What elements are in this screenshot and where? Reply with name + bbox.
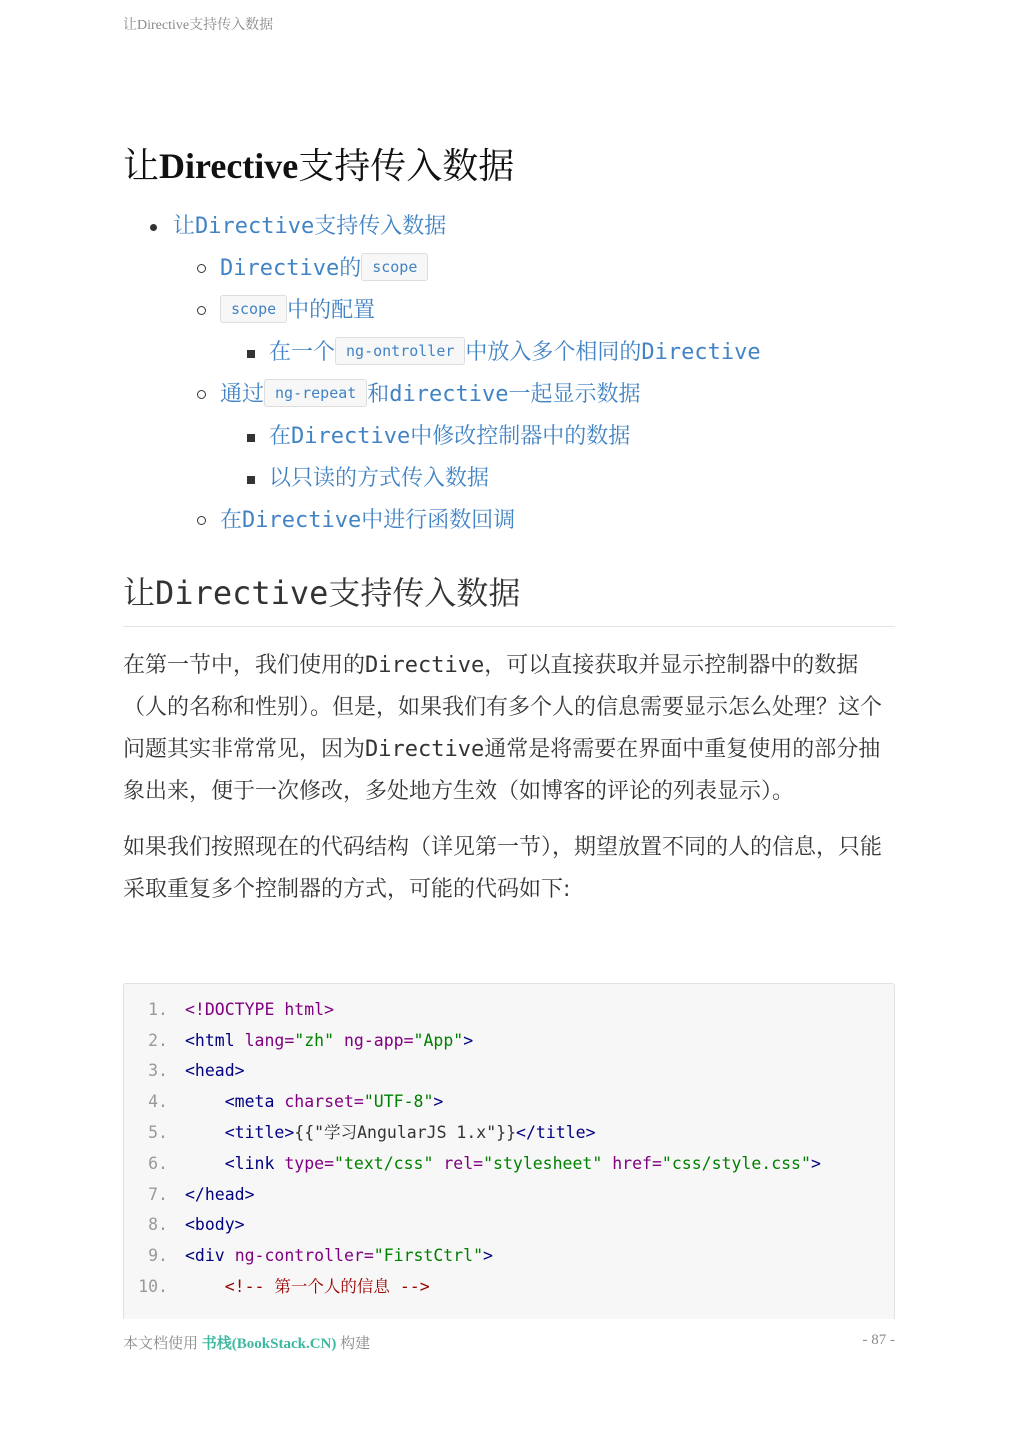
table-of-contents	[123, 206, 895, 542]
code-line	[124, 995, 334, 1025]
title-bold: Directive	[159, 146, 299, 186]
toc-link-callback[interactable]	[123, 500, 895, 542]
code-token: "App"	[413, 1031, 464, 1050]
line-number: 2.	[148, 1031, 168, 1050]
code-token: ng-controller	[234, 1246, 364, 1265]
toc-link-text[interactable]: 让Directive支持传入数据	[173, 214, 447, 239]
document-title	[123, 140, 895, 192]
toc-link-text[interactable]: 通过	[220, 382, 265, 407]
toc-link-text[interactable]: 在一个	[269, 340, 336, 365]
code-token: =	[651, 1154, 662, 1173]
toc-link-text[interactable]: Directive的	[220, 256, 362, 281]
document-content	[123, 140, 895, 911]
code-token: type	[284, 1154, 325, 1173]
toc-link-text[interactable]: 中放入多个相同的Directive	[465, 340, 761, 365]
code-token: =	[324, 1154, 335, 1173]
code-line	[124, 1118, 596, 1148]
code-token: <body>	[185, 1215, 245, 1234]
title-suffix: 支持传入数据	[298, 146, 515, 186]
code-line	[124, 1056, 245, 1086]
inline-code[interactable]: ng-ontroller	[335, 337, 465, 365]
code-token: ng-app	[343, 1031, 404, 1050]
code-line	[124, 1149, 821, 1179]
code-token: >	[810, 1154, 821, 1173]
inline-code[interactable]: scope	[220, 295, 287, 323]
toc-link-text[interactable]: 和directive一起显示数据	[367, 382, 641, 407]
line-number: 10.	[138, 1277, 168, 1296]
toc-link-readonly[interactable]	[123, 458, 895, 500]
code-token: =	[363, 1246, 374, 1265]
line-number: 7.	[148, 1185, 168, 1204]
code-token: "UTF-8"	[363, 1092, 434, 1111]
code-token: "stylesheet"	[483, 1154, 603, 1173]
code-token: lang	[244, 1031, 285, 1050]
code-token: >	[433, 1092, 444, 1111]
line-number: 5.	[148, 1123, 168, 1142]
code-token: <meta	[224, 1092, 275, 1111]
toc-link-modify-data[interactable]	[123, 416, 895, 458]
code-comment: <!-- 第一个人的信息 -->	[224, 1277, 430, 1296]
toc-link-text[interactable]: 以只读的方式传入数据	[269, 466, 490, 491]
paragraph-mono: Directive	[365, 653, 485, 678]
inline-code[interactable]: ng-repeat	[264, 379, 367, 407]
toc-link-ng-repeat[interactable]	[123, 374, 895, 416]
code-token: >	[483, 1246, 493, 1265]
paragraph-intro	[123, 645, 895, 813]
code-token: =	[473, 1154, 484, 1173]
toc-link-text[interactable]: 在Directive中进行函数回调	[220, 508, 516, 533]
line-number: 9.	[148, 1246, 168, 1265]
section-suffix: 支持传入数据	[328, 574, 521, 612]
toc-link-multiple-directives[interactable]	[123, 332, 895, 374]
paragraph-mono: Directive	[365, 737, 485, 762]
code-line	[124, 1087, 443, 1117]
code-token: href	[612, 1154, 652, 1173]
paragraph-text: 通常是将需要在界面中重复使用的部分抽象出来，便于一次修改，多处地方生效（如博客的评论的列表显示）。	[123, 737, 881, 804]
code-token: <link	[224, 1154, 275, 1173]
running-header: 让Directive支持传入数据	[123, 18, 274, 33]
code-token: <head>	[185, 1061, 245, 1080]
toc-link-scope[interactable]	[123, 248, 895, 290]
line-number: 1.	[148, 1000, 168, 1019]
toc-link-main[interactable]	[123, 206, 895, 248]
line-number: 4.	[148, 1092, 168, 1111]
code-token: =	[353, 1092, 364, 1111]
code-token: =	[403, 1031, 414, 1050]
code-line	[124, 1210, 245, 1240]
code-token: "FirstCtrl"	[373, 1246, 484, 1265]
footer-brand-link[interactable]: 书栈(BookStack.CN)	[201, 1336, 337, 1352]
paragraph-code-intro: 如果我们按照现在的代码结构（详见第一节），期望放置不同的人的信息，只能采取重复多个控制器的方式，可能的代码如下:	[123, 835, 883, 902]
code-token: </head>	[185, 1185, 255, 1204]
toc-link-scope-config[interactable]	[123, 290, 895, 332]
code-token: charset	[284, 1092, 354, 1111]
code-token: "zh"	[294, 1031, 335, 1050]
paragraph-text: 在第一节中，我们使用的	[123, 653, 366, 678]
inline-code[interactable]: scope	[361, 253, 428, 281]
code-token: <title>	[224, 1123, 295, 1142]
section-heading	[123, 572, 895, 627]
code-token: "text/css"	[334, 1154, 434, 1173]
section-prefix: 让	[123, 574, 156, 612]
code-token: "css/style.css"	[661, 1154, 811, 1173]
code-line	[124, 1241, 493, 1271]
line-number: 3.	[148, 1061, 168, 1080]
code-token: =	[284, 1031, 295, 1050]
title-prefix: 让	[123, 146, 160, 186]
page-number: - 87 -	[862, 1332, 895, 1348]
code-token: <!DOCTYPE html>	[185, 1000, 335, 1019]
code-line	[124, 1026, 473, 1056]
toc-link-text[interactable]: 中的配置	[287, 298, 376, 323]
footer-credit	[123, 1332, 370, 1353]
line-number: 6.	[148, 1154, 168, 1173]
footer-prefix: 本文档使用	[123, 1336, 199, 1352]
code-block	[123, 983, 895, 1319]
paragraph-text: ，可以直接获取并显示控制器中的数据（人的名称和性别）。但是，如果我们有多个人的信息需要显示怎么处理？这个问题其实非常常见，因为	[123, 653, 883, 762]
code-token: <div	[185, 1246, 225, 1265]
code-line	[124, 1180, 255, 1210]
section-mono: Directive	[155, 574, 329, 612]
code-token: rel	[443, 1154, 474, 1173]
footer-suffix: 构建	[340, 1336, 371, 1352]
code-line	[124, 1272, 430, 1302]
line-number: 8.	[148, 1215, 168, 1234]
code-token: >	[463, 1031, 474, 1050]
code-token: {{"学习AngularJS 1.x"}}	[294, 1123, 517, 1142]
code-token: </title>	[516, 1123, 596, 1142]
code-token: <html	[185, 1031, 235, 1050]
toc-link-text[interactable]: 在Directive中修改控制器中的数据	[269, 424, 631, 449]
